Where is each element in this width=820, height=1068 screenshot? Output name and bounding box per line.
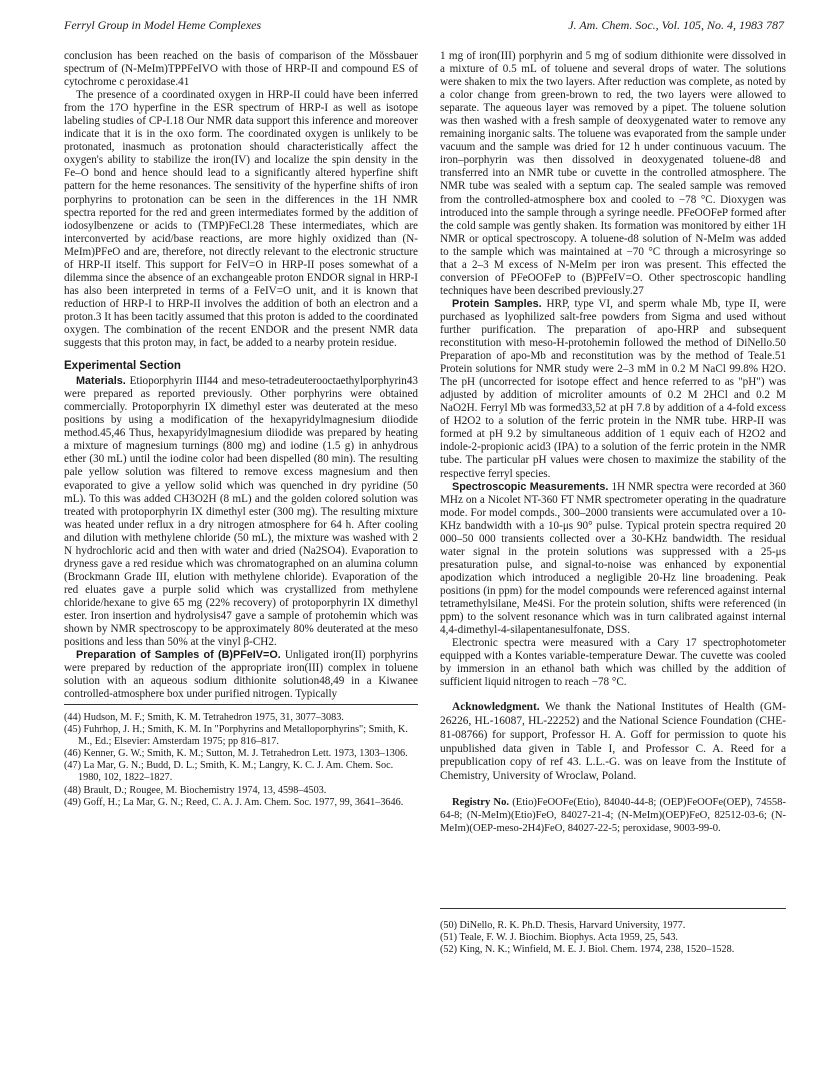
footnote: (46) Kenner, G. W.; Smith, K. M.; Sutton, M. J. Tetrahedron Lett. 1973, 1303–1306. <box>64 748 408 760</box>
run-in-heading: Protein Samples. <box>452 297 542 310</box>
paragraph: 1 mg of iron(III) porphyrin and 5 mg of sodium dithionite were dissolved in a mixture of 0.5 mL of toluene and several drops of water. The solutions were shaken to mix the two layers. After reduction was complete, as noted by a color change from green-brown to red, the two layers were allowed to separate. The aqueous layer was removed by a pipet. The toluene solution was then washed with a fresh sample of deoxygenated water to remove any remaining inorganic salts. The toluene was evaporated from the sample under vacuum and the sample was dried for 12 h under continuous vacuum. The iron–porphyrin was then dissolved in deoxygenated toluene-d8 and transferred into an NMR tube or cuvette in the controlled atmosphere. The NMR tube was sealed with a septum cap. The sealed sample was removed from the controlled-atmosphere box and cooled to −78 °C. Dioxygen was introduced into the sample through a syringe needle. PFeOOFeP formed after the cold sample was gently shaken. Its formation was monitored by either 1H NMR or optical spectroscopy. A toluene-d8 solution of N-MeIm was added to the sample which was maintained at −70 °C through a microsyringe so that a 2–3 M excess of N-MeIm per iron was present. This effected the conversion of PFeOOFeP to (B)PFeIV=O. Other spectroscopic handling techniques have been described previously.27 <box>440 50 786 297</box>
left-column <box>64 50 418 701</box>
preparation-paragraph <box>64 649 418 701</box>
registry-numbers <box>440 796 786 835</box>
paragraph: conclusion has been reached on the basis of comparison of the Mössbauer spectrum of (N-MeIm)TPPFeIVO with those of HRP-II and compound ES of cytochrome c peroxidase.41 <box>64 50 418 89</box>
footnote: (50) DiNello, R. K. Ph.D. Thesis, Harvard University, 1977. <box>440 920 686 931</box>
paragraph-text: Etioporphyrin III44 and meso-tetradeuterooctaethylporphyrin43 were prepared as reported previously. Other porphyrins were obtained commercially. Protoporphyrin IX dimethyl ester was deuterated at the meso positions by using a modification of the hexapyridylmagnesium diiodide method.45,46 Thus, hexapyridylmagnesium diiodide was prepared by heating a mixture of magnesium turnings (800 mg) and iodine (1.5 g) in anhydrous ether (30 mL) until the iodine color had been dispelled (80 min). The resulting pale yellow solution was filtered to remove excess magnesium and then evaporated to give a yellow solid which was quenched in dry pyridine (50 mL). To this was added CH3O2H (8 mL) and the golden colored solution was treated with protoporphyrin IX dimethyl ester (300 mg). The resulting mixture was heated under reflux in a dry nitrogen atmosphere for 64 h. After cooling and dilution with methylene chloride (50 mL), the mixture was washed with 2 N hydrochloric acid and then with water and dried (Na2SO4). Evaporation to dryness gave a red residue which was chromatographed on an alumina column (Brockmann Grade III, elution with methylene chloride). Evaporation of the red eluates gave a purple solid which was crystallized from methylene chloride/hexane to give 65 mg (22% recovery) of protoporphyrin IX dimethyl ester. Iron insertion and hydrolysis47 gave a sample of protohemin which was shown by NMR spectroscopy to be approximately 80% deuterated at the meso positions and less than 50% at the vinyl β-CH2. <box>64 375 418 649</box>
footnote: (44) Hudson, M. F.; Smith, K. M. Tetrahedron 1975, 31, 3077–3083. <box>64 712 344 723</box>
running-title: Ferryl Group in Model Heme Complexes <box>64 18 262 32</box>
footnote: (49) Goff, H.; La Mar, G. N.; Reed, C. A. J. Am. Chem. Soc. 1977, 99, 3641–3646. <box>64 796 404 808</box>
paragraph: Electronic spectra were measured with a Cary 17 spectrophotometer equipped with a Kontes variable-temperature Dewar. The cuvette was cooled by immersion in an ethanol bath which was chilled by the addition of sufficient liquid nitrogen to reach −78 °C. <box>440 637 786 689</box>
footnote: (51) Teale, F. W. J. Biochim. Biophys. Acta 1959, 25, 543. <box>440 932 678 944</box>
right-column <box>440 50 786 835</box>
footnote: (47) La Mar, G. N.; Budd, D. L.; Smith, K. M.; Langry, K. C. J. Am. Chem. Soc. 1980, 102, 1822–1827. <box>64 760 394 784</box>
journal-citation: J. Am. Chem. Soc., Vol. 105, No. 4, 1983 787 <box>568 18 784 32</box>
paragraph-text: HRP, type VI, and sperm whale Mb, type II, were purchased as lyophilized salt-free powders from Sigma and used without further purification. The preparation of apo-HRP and subsequent reconstitution with meso-H-protohemin followed the method of DiNello.50 Preparation of apo-Mb and reconstitution was by the method of Teale.51 Protein solutions for NMR study were 2–3 mM in 0.2 M NaCl 99.8% H2O. The pH (uncorrected for isotope effect and hence referred to as "pH") was adjusted by addition of microliter amounts of 0.2 M 2HCl and 0.2 M NaO2H. Ferryl Mb was formed33,52 at pH 7.8 by addition of a 4-fold excess of H2O2 to a solution of the ferric protein in the NMR tube. HRP-II was formed at pH 9.2 by simultaneous addition of 1 equiv each of H2O2 and indole-2-propionic acid3 (IPA) to a solution of the ferric protein in the NMR tube. The particular pH values were chosen to maximize the stability of the respective ferryl species. <box>440 297 786 480</box>
paragraph: The presence of a coordinated oxygen in HRP-II could have been inferred from the 17O hyperfine in the ESR spectrum of HRP-I as well as isotope labeling studies of CP-I.18 Our NMR data support this inference and moreover indicate that it is in the oxo form. The coordinated oxygen is unlikely to be protonated, inasmuch as protonation should characteristically affect the oxygen's ability to stabilize the iron(IV) and localize the spin density in the Fe–O bond and hence should lead to a significantly altered hyperfine shift pattern for the heme resonances. The sensitivity of the hyperfine shifts of iron porphyrins to protonation can be seen in the differences in the 1H NMR spectra reported for the red and green intermediates formed by the addition of iodosylbenzene or acids to (TMP)FeCl.28 These intermediates, which are interconverted by acid/base reactions, are more highly oxidized than (N-MeIm)PFeO and are, therefore, not directly relevant to the electronic structure of HRP-II itself. This support for FeIV=O in HRP-II poses somewhat of a dilemma since the absence of an exchangeable proton ENDOR signal in HRP-I has also been interpreted in terms of a FeIV=O unit, and it is known that reduction of HRP-I to HRP-II involves the addition of both an electron and a proton.3 It has been tacitly assumed that this proton is added to the coordinated oxygen. The combination of the recent ENDOR and the present NMR data suggests that this proton may, in fact, be added to a nearby protein residue. <box>64 89 418 350</box>
footnotes-right <box>440 920 786 956</box>
materials-paragraph <box>64 375 418 649</box>
footnotes-left <box>64 712 418 809</box>
footnote-divider <box>64 704 418 705</box>
paragraph-text: 1H NMR spectra were recorded at 360 MHz on a Nicolet NT-360 FT NMR spectrometer operating in the quadrature mode. For model compds., 300–2000 transients were accumulated over a 10-KHz bandwidth with a 10-μs 90° pulse. Typical protein spectra required 20 000–50 000 transients collected over a 30-KHz bandwidth. The residual water signal in the protein solutions was suppressed with a 25-μs presaturation pulse, and signal-to-noise was enhanced by exponential apodization which introduced a negligible 20-Hz line broadening. Peak positions (in ppm) for the model compounds were referenced against internal tetramethylsilane, Me4Si. For the protein solution, shifts were referenced (in ppm) to the solvent resonance which was in turn calibrated against internal 4,4-dimethyl-4-silapentanesulfonate, DSS. <box>440 480 786 637</box>
footnote: (48) Brault, D.; Rougee, M. Biochemistry 1974, 13, 4598–4503. <box>64 784 327 796</box>
footnote: (45) Fuhrhop, J. H.; Smith, K. M. In "Porphyrins and Metalloporphyrins"; Smith, K. M., Ed.; Elsevier: Amsterdam 1975; pp 816–817. <box>64 724 408 748</box>
run-in-heading: Materials. <box>76 375 126 388</box>
protein-paragraph <box>440 298 786 481</box>
run-in-heading: Spectroscopic Measurements. <box>452 480 609 493</box>
running-header <box>64 18 784 38</box>
section-heading: Experimental Section <box>64 360 181 373</box>
paragraph-text: We thank the National Institutes of Health (GM-26226, HL-16087, HL-22252) and the National Science Foundation (CHE-81-08766) for support, Professor H. A. Goff for permission to quote his unpublished data given in Table I, and Professor C. A. Reed for a prepublication copy of ref 43. L.L.-G. was on leave from the Institute of Chemistry, University of Wroclaw, Poland. <box>440 701 786 783</box>
footnote-divider <box>440 908 786 909</box>
acknowledgment <box>440 701 786 784</box>
paragraph-text: (Etio)FeOOFe(Etio), 84040-44-8; (OEP)FeOOFe(OEP), 74558-64-8; (N-MeIm)(Etio)FeO, 84027-21-4; (N-MeIm)(OEP)FeO, 82512-03-6; (N-MeIm)(OEP-meso-2H4)FeO, 84027-22-5; peroxidase, 9003-99-0. <box>440 797 786 835</box>
spectroscopy-paragraph <box>440 481 786 638</box>
run-in-heading: Acknowledgment. <box>452 701 540 714</box>
run-in-heading: Preparation of Samples of (B)PFeIV=O. <box>76 649 281 662</box>
footnote: (52) King, N. K.; Winfield, M. E. J. Biol. Chem. 1974, 238, 1520–1528. <box>440 944 735 956</box>
run-in-heading: Registry No. <box>452 797 510 809</box>
paragraph-text: Unligated iron(II) porphyrins were prepared by reduction of the appropriate iron(III) complex in toluene solution with an aqueous sodium dithionite solution48,49 in a Kiwanee controlled-atmosphere box under purified nitrogen. Typically <box>64 649 418 701</box>
